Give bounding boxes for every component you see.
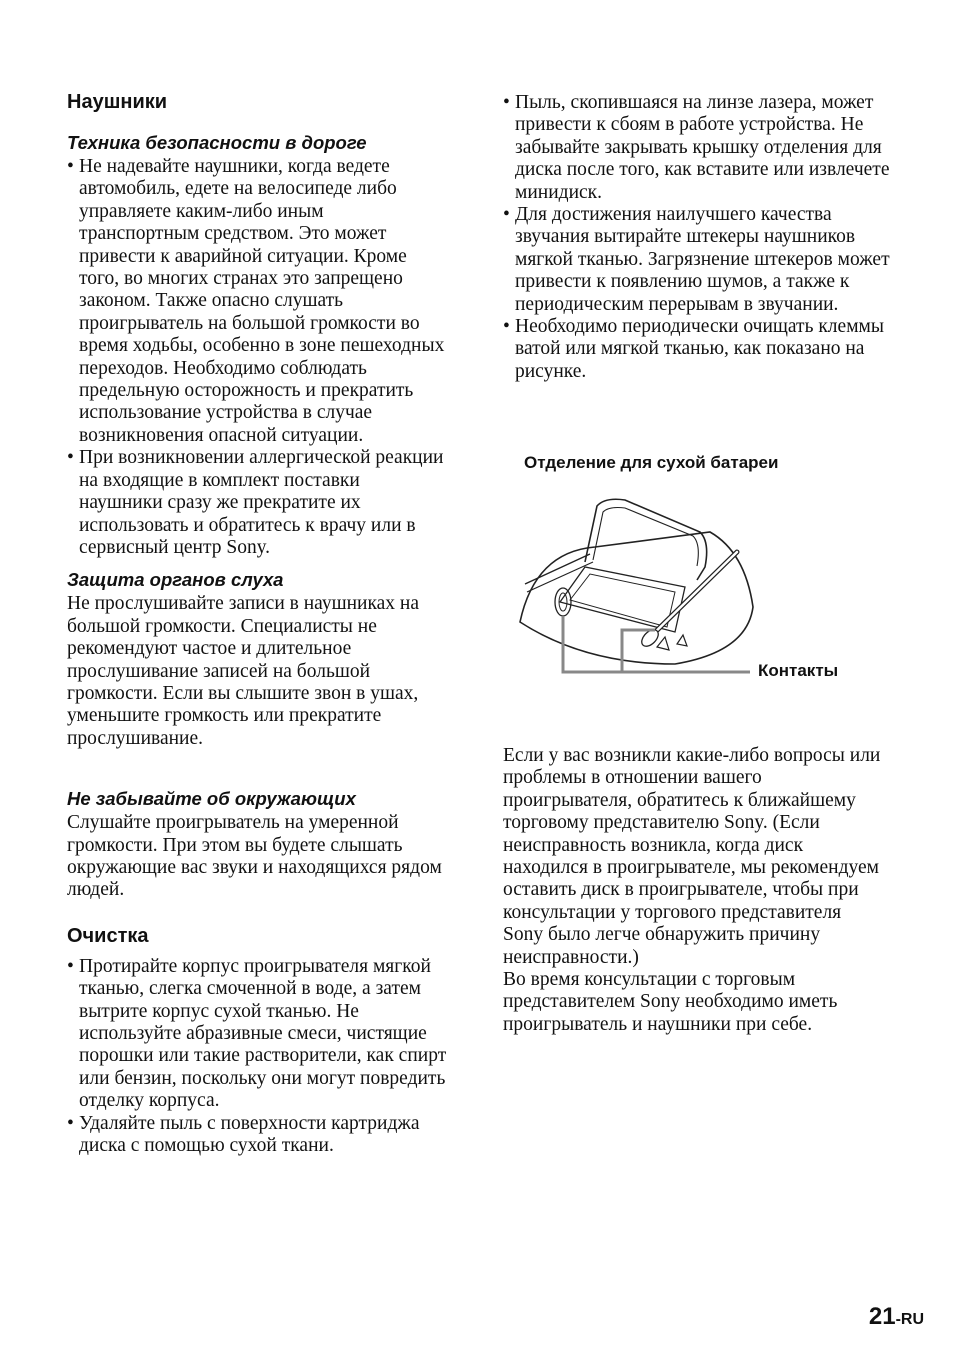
list-item: • Для достижения наилучшего качества звучания вытирайте штекеры наушников мягкой тканью. Загрязнение штекеров может привести к появлению шумов, а также к периодическим перерывам в звучании. [503, 204, 893, 316]
subsection-title-road-safety: Техника безопасности в дороге [67, 132, 367, 153]
hearing-text: Не прослушивайте записи в наушниках на большой громкости. Специалисты не рекомендуют частое и длительное прослушивание записей на большой громкости. Если вы слышите звон в ушах, уменьшите громкость или прекратите прослушивание. [67, 593, 420, 749]
cleaning-list-continued [503, 92, 893, 383]
road-safety-list [67, 156, 447, 559]
cleaning-list [67, 956, 447, 1158]
contacts-label: Контакты [758, 661, 839, 680]
list-item: • Необходимо периодически очищать клеммы ватой или мягкой тканью, как показано на рисунке. [503, 316, 893, 383]
right-bottom-text [503, 745, 885, 1036]
list-item: • Удаляйте пыль с поверхности картриджа диска с помощью сухой ткани. [67, 1113, 447, 1158]
subsection-title-others: Не забывайте об окружающих [67, 788, 356, 810]
section-title-cleaning: Очистка [67, 924, 149, 947]
others-text: Слушайте проигрыватель на умеренной громкости. При этом вы будете слышать окружающие вас звуки и находящихся рядом людей. [67, 812, 442, 901]
consultation-paragraph: Во время консультации с торговым представителем Sony необходимо иметь проигрыватель и наушники при себе. [503, 969, 838, 1035]
list-item: • При возникновении аллергической реакции на входящие в комплект поставки наушники сразу же прекратите их использовать и обратитесь к врачу или в сервисный центр Sony. [67, 447, 447, 559]
page-number [869, 1302, 924, 1335]
page-number-suffix: -RU [895, 1311, 924, 1328]
figure-caption: Отделение для сухой батареи [524, 453, 779, 472]
support-paragraph: Если у вас возникли какие-либо вопросы или проблемы в отношении вашего проигрывателя, обратитесь к ближайшему торговому представителю Sony. (Если неисправность возникла, когда диск находился в проигрывателе, мы рекомендуем оставить диск в проигрывателе, чтобы при консультации у торгового представителя Sony было легче обнаружить причину неисправности.) [503, 745, 881, 968]
list-item: • Не надевайте наушники, когда ведете автомобиль, едете на велосипеде либо управляете каким-либо иным транспортным средством. Это может привести к аварийной ситуации. Кроме того, во многих странах это запрещено законом. Также опасно слушать проигрыватель на большой громкости во время ходьбы, особенно в зоне пешеходных переходов. Необходимо соблюдать предельную осторожность и прекратить использование устройства в случае возникновения опасной ситуации. [67, 156, 447, 447]
page-number-value: 21 [868, 1303, 896, 1330]
right-column [503, 92, 893, 383]
list-item: • Пыль, скопившаяся на линзе лазера, может привести к сбоям в работе устройства. Не забывайте закрывать крышку отделения для диска после того, как вставите или извлечете минидиск. [503, 92, 893, 204]
subsection-title-hearing: Защита органов слуха [67, 569, 284, 591]
list-item: • Протирайте корпус проигрывателя мягкой тканью, слегка смоченной в воде, а затем вытрите корпус сухой тканью. Не используйте абразивные смеси, чистящие порошки или такие растворители, как спирт или бензин, поскольку они могут повредить отделку корпуса. [67, 956, 447, 1113]
left-column [67, 88, 447, 1157]
battery-compartment-illustration [515, 492, 755, 682]
section-title-headphones: Наушники [67, 91, 168, 113]
